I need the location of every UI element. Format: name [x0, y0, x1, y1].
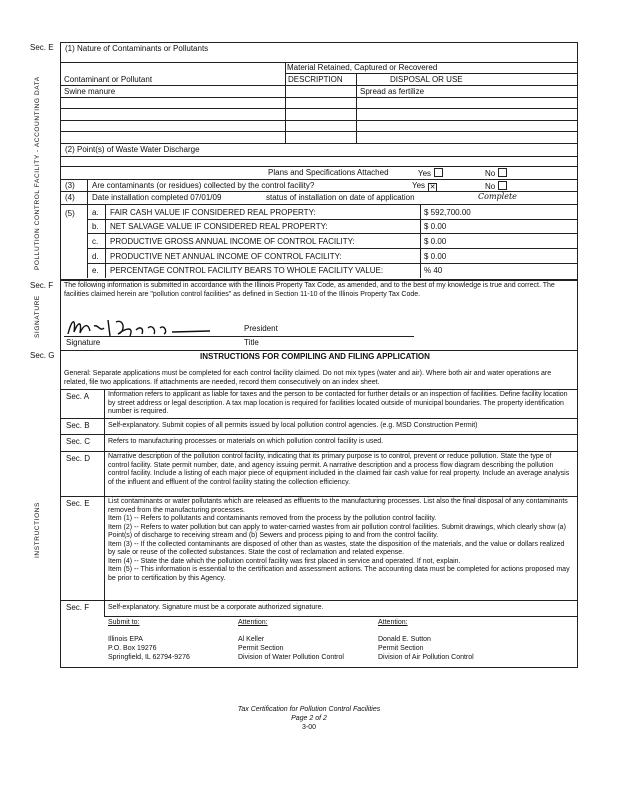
value-b-amount: $ 0.00 — [424, 222, 447, 231]
item3-yes-checkbox[interactable]: ✕ — [429, 184, 436, 191]
addr3-line3: Division of Air Pollution Control — [378, 654, 474, 661]
sec-g-heading: INSTRUCTIONS FOR COMPILING AND FILING APPLICATION — [200, 352, 430, 361]
item4-handwritten: Complete — [478, 192, 517, 201]
instr-sec-d-text: Narrative description of the pollution control facility, indicating that its primary purpose is to control, prevent or reduce pollution. State the type of control facility. State permit number, date, and agency issuing permit. A narrative description and a process flow diagram describing the pollution control facility. Include a listing of each major piece of equipment included in the claimed fair cash value for real property. Include an average analysis of the influent and effluent of the control facility stating the collection efficiency. — [108, 453, 570, 486]
item4-num: (4) — [65, 193, 75, 202]
addr3-line1: Donald E. Sutton — [378, 636, 431, 643]
instr-sec-f-label: Sec. F — [66, 603, 90, 612]
sec-f-text: The following information is submitted in accordance with the Illinois Property Tax Code, as amended, and to the best of my knowledge is true and correct. The facilities claimed herein are "pollution control facilities" as defined in Section 11-10 of the Illinois Property Tax Code. — [64, 282, 555, 298]
plans-yes-label: Yes — [418, 169, 432, 178]
attention2-label: Attention: — [378, 619, 408, 626]
instr-sec-b-text: Self-explanatory. Submit copies of all permits issued by local pollution control agencies. (e.g. MSD Construction Permit) — [108, 422, 478, 429]
col-description: DESCRIPTION — [288, 75, 343, 84]
value-b-text: NET SALVAGE VALUE IF CONSIDERED REAL PROPERTY: — [110, 222, 328, 231]
col-contaminant: Contaminant or Pollutant — [64, 75, 153, 84]
sec-e-side-label: POLLUTION CONTROL FACILITY - ACCOUNTING DATA — [34, 76, 41, 270]
instr-sec-c-label: Sec. C — [66, 437, 91, 446]
sec-f-side-label: SIGNATURE — [34, 295, 41, 338]
value-d-letter: d. — [92, 252, 99, 261]
plans-label: Plans and Specifications Attached — [268, 168, 389, 177]
value-d-text: PRODUCTIVE NET ANNUAL INCOME OF CONTROL FACILITY: — [110, 252, 342, 261]
item1-label: (1) Nature of Contaminants or Pollutants — [65, 44, 209, 53]
item3-no-checkbox[interactable] — [498, 181, 507, 190]
sec-e-label: Sec. E — [30, 43, 54, 52]
footer-line1: Tax Certification for Pollution Control Facilities — [237, 706, 381, 713]
instr-sec-e-text: List contaminants or water pollutants which are released as effluents to the manufacturing processes. List also the final disposal of any contaminants removed from the manufacturing processes. Item (1) -- Refers to pollutants and contaminants removed from the process by the pollution control facility. Item (2) -- Refers to water pollution but can apply to water-carried wastes from air pollution control facilities. Submit drawings, which clearly show (a) Point(s) of discharge to receiving stream and (b) Sewers and process piping to and from the control facility. Item (3) -- If the collected contaminants are disposed of other than as wastes, state the disposition of the materials, and the value or dollars realized by sale or reuse of the collected substances. State the cost of reclamation and related expense. Item (4) -- State the date which the pollution control facility was first placed in service and operated. If not, explain. Item (5) -- This information is essential to the certification and assessment actions. The accounting data must be completed for actions proposed may be prior to certification by this Agency. — [108, 498, 570, 582]
instr-sec-e-label: Sec. E — [66, 499, 90, 508]
sec-g-general: General: Separate applications must be completed for each control facility claimed. Do not mix types (water and air). Where both air and water operations are related, file two applications. If attachments are needed, record them consecutively on an index sheet. — [64, 370, 552, 386]
footer-line3: 3-00 — [301, 724, 316, 731]
plans-no[interactable] — [485, 168, 507, 179]
signature-label: Signature — [66, 338, 101, 347]
instr-sec-b-label: Sec. B — [66, 421, 90, 430]
item3-yes-label: Yes — [412, 181, 426, 190]
footer-line2: Page 2 of 2 — [291, 715, 327, 722]
value-e-text: PERCENTAGE CONTROL FACILITY BEARS TO WHOLE FACILITY VALUE: — [110, 266, 384, 275]
item4-text: Date installation completed 07/01/09 — [92, 193, 222, 202]
addr1-line2: P.O. Box 19276 — [108, 645, 157, 652]
item3-text: Are contaminants (or residues) collected by the control facility? — [92, 181, 315, 190]
instr-sec-f-text: Self-explanatory. Signature must be a corporate authorized signature. — [108, 604, 324, 611]
value-a-letter: a. — [92, 208, 99, 217]
title-label: Title — [244, 338, 259, 347]
item5-num: (5) — [65, 209, 75, 218]
value-e-amount: % 40 — [424, 266, 443, 275]
value-c-text: PRODUCTIVE GROSS ANNUAL INCOME OF CONTROL FACILITY: — [110, 237, 355, 246]
title-value: President — [244, 324, 278, 333]
instr-sec-a-text: Information refers to applicant as liable for taxes and the person to be contacted for further details or an inspection of facilities. Define facility location by street address or legal description. A tax map location is required for facilities located outside of municipal boundaries. The property identification number is required. — [108, 391, 568, 415]
addr1-line1: Illinois EPA — [108, 636, 143, 643]
value-b-letter: b. — [92, 222, 99, 231]
instr-sec-d-label: Sec. D — [66, 454, 91, 463]
sec-g-label: Sec. G — [30, 351, 55, 360]
value-c-letter: c. — [92, 237, 99, 246]
sec-f-label: Sec. F — [30, 281, 54, 290]
attention1-label: Attention: — [238, 619, 268, 626]
item3-num: (3) — [65, 181, 75, 190]
material-header: Material Retained, Captured or Recovered — [287, 63, 438, 72]
row1-contaminant: Swine manure — [64, 87, 116, 96]
col-disposal: DISPOSAL OR USE — [390, 75, 463, 84]
plans-yes[interactable] — [418, 168, 443, 179]
value-e-letter: e. — [92, 266, 99, 275]
item3-no-label: No — [485, 182, 496, 191]
instr-sec-c-text: Refers to manufacturing processes or materials on which pollution control facility is used. — [108, 438, 384, 445]
submit-to-label: Submit to: — [108, 619, 140, 626]
addr1-line3: Springfield, IL 62794-9276 — [108, 654, 190, 661]
addr3-line2: Permit Section — [378, 645, 424, 652]
item4-status: status of installation on date of application — [266, 193, 415, 202]
value-a-amount: $ 592,700.00 — [424, 208, 471, 217]
value-d-amount: $ 0.00 — [424, 252, 447, 261]
addr2-line2: Permit Section — [238, 645, 284, 652]
sec-g-side-label: INSTRUCTIONS — [34, 502, 41, 558]
plans-no-checkbox[interactable] — [498, 168, 507, 177]
plans-yes-checkbox[interactable] — [434, 168, 443, 177]
addr2-line3: Division of Water Pollution Control — [238, 654, 344, 661]
value-a-text: FAIR CASH VALUE IF CONSIDERED REAL PROPERTY: — [110, 208, 316, 217]
item2-label: (2) Point(s) of Waste Water Discharge — [65, 145, 200, 154]
instr-sec-a-label: Sec. A — [66, 392, 90, 401]
value-c-amount: $ 0.00 — [424, 237, 447, 246]
plans-no-label: No — [485, 169, 496, 178]
addr2-line1: Al Keller — [238, 636, 265, 643]
row1-disposal: Spread as fertilize — [360, 87, 425, 96]
